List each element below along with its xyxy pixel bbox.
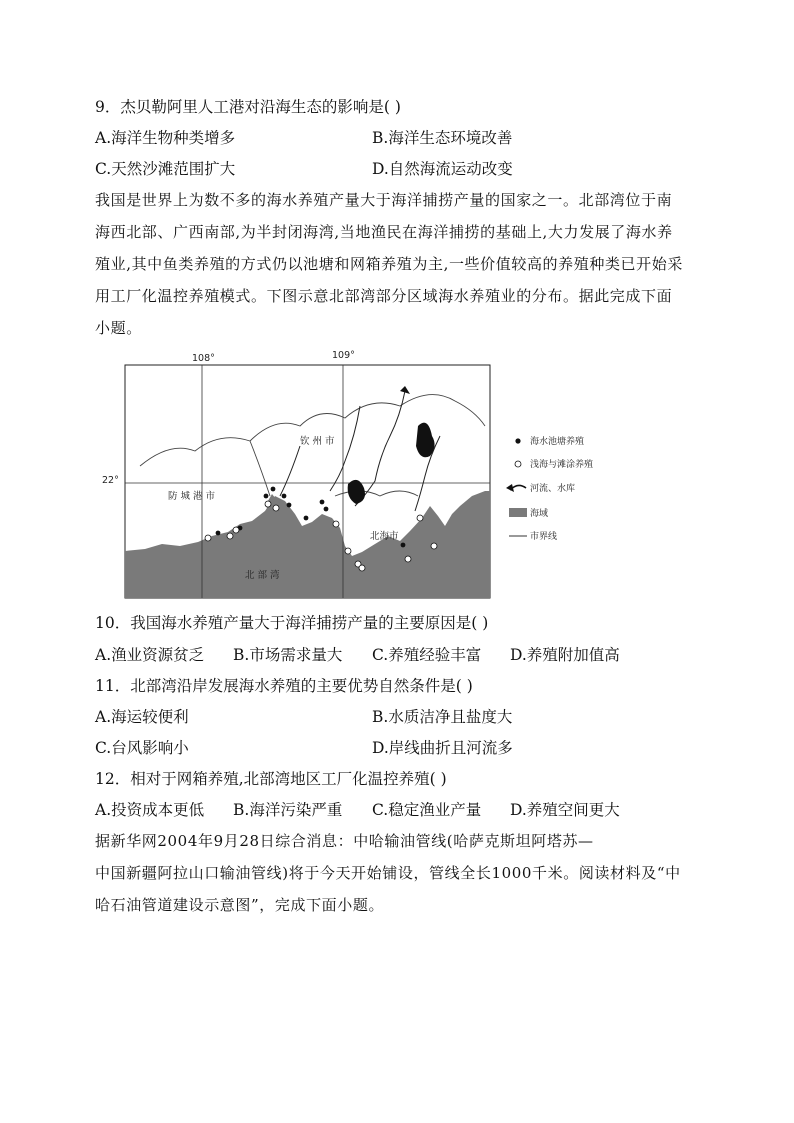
q9-stem: 9．杰贝勒阿里人工港对沿海生态的影响是( ) xyxy=(95,98,401,116)
passage1-line-1: 我国是世界上为数不多的海水养殖产量大于海洋捕捞产量的国家之一。北部湾位于南 xyxy=(95,191,673,209)
pond-marker xyxy=(271,487,276,492)
q9-option-a[interactable]: A.海洋生物种类增多 xyxy=(95,129,236,147)
q11-option-c[interactable]: C.台风影响小 xyxy=(95,739,189,757)
q10-option-a[interactable]: A.渔业资源贫乏 xyxy=(95,646,205,664)
q10-stem: 10．我国海水养殖产量大于海洋捕捞产量的主要原因是( ) xyxy=(95,614,489,632)
q9-option-d[interactable]: D.自然海流运动改变 xyxy=(372,160,513,178)
city-fangchenggang: 防 城 港 市 xyxy=(168,491,216,502)
pond-marker xyxy=(287,503,292,508)
q11-option-d[interactable]: D.岸线曲折且河流多 xyxy=(372,739,513,757)
beach-marker xyxy=(265,501,271,507)
legend-boundary-label: 市界线 xyxy=(530,532,558,542)
city-beihai: 北海市 xyxy=(370,531,399,542)
legend-reservoir-icon xyxy=(506,484,514,492)
passage1-line-4: 用工厂化温控养殖模式。下图示意北部湾部分区域海水养殖业的分布。据此完成下面 xyxy=(95,287,673,305)
lon-label-109: 109° xyxy=(332,350,355,361)
beach-marker xyxy=(233,527,239,533)
beach-marker xyxy=(273,505,279,511)
beach-marker xyxy=(345,548,351,554)
q12-option-b[interactable]: B.海洋污染严重 xyxy=(233,801,343,819)
pond-marker xyxy=(264,494,269,499)
city-qinzhou: 钦 州 市 xyxy=(300,436,335,447)
passage2-line-1: 据新华网2004年9月28日综合消息：中哈输油管线(哈萨克斯坦阿塔苏— xyxy=(95,832,594,850)
pond-marker xyxy=(324,507,329,512)
pond-marker xyxy=(282,494,287,499)
beibu-gulf-aquaculture-map xyxy=(100,346,620,600)
beach-marker xyxy=(333,521,339,527)
q11-stem: 11．北部湾沿岸发展海水养殖的主要优势自然条件是( ) xyxy=(95,677,473,695)
q12-stem: 12．相对于网箱养殖,北部湾地区工厂化温控养殖( ) xyxy=(95,770,447,788)
legend-beach-icon xyxy=(515,461,521,467)
passage2-line-2: 中国新疆阿拉山口输油管线)将于今天开始铺设，管线全长1000千米。阅读材料及“中 xyxy=(95,864,681,882)
lat-label-22: 22° xyxy=(102,475,119,486)
pond-marker xyxy=(216,531,221,536)
q12-option-c[interactable]: C.稳定渔业产量 xyxy=(372,801,482,819)
legend-sea-label: 海域 xyxy=(530,509,549,519)
q10-option-c[interactable]: C.养殖经验丰富 xyxy=(372,646,482,664)
beach-marker xyxy=(417,515,423,521)
q12-option-a[interactable]: A.投资成本更低 xyxy=(95,801,205,819)
beach-marker xyxy=(227,533,233,539)
passage2-line-3: 哈石油管道建设示意图”，完成下面小题。 xyxy=(95,896,385,914)
legend-pond-label: 海水池塘养殖 xyxy=(530,437,585,447)
legend-pond-icon xyxy=(515,438,520,443)
q11-option-a[interactable]: A.海运较便利 xyxy=(95,708,189,726)
passage1-line-5: 小题。 xyxy=(95,319,142,337)
pond-marker xyxy=(320,500,325,505)
q10-option-d[interactable]: D.养殖附加值高 xyxy=(510,646,620,664)
pond-marker xyxy=(401,543,406,548)
beach-marker xyxy=(405,556,411,562)
beach-marker xyxy=(359,565,365,571)
q9-option-b[interactable]: B.海洋生态环境改善 xyxy=(372,129,513,147)
q10-option-b[interactable]: B.市场需求量大 xyxy=(233,646,343,664)
q12-option-d[interactable]: D.养殖空间更大 xyxy=(510,801,620,819)
lon-label-108: 108° xyxy=(192,353,215,364)
beach-marker xyxy=(431,543,437,549)
legend-river-label: 河流、水库 xyxy=(530,484,576,494)
sea-label: 北 部 湾 xyxy=(245,570,280,581)
passage1-line-3: 殖业,其中鱼类养殖的方式仍以池塘和网箱养殖为主,一些价值较高的养殖种类已开始采 xyxy=(95,255,683,273)
legend-beach-label: 浅海与滩涂养殖 xyxy=(530,460,594,470)
passage1-line-2: 海西北部、广西南部,为半封闭海湾,当地渔民在海洋捕捞的基础上,大力发展了海水养 xyxy=(95,223,673,241)
q9-option-c[interactable]: C.天然沙滩范围扩大 xyxy=(95,160,236,178)
pond-marker xyxy=(304,516,309,521)
beach-marker xyxy=(205,535,211,541)
q11-option-b[interactable]: B.水质洁净且盐度大 xyxy=(372,708,513,726)
legend-sea-icon xyxy=(509,508,527,517)
